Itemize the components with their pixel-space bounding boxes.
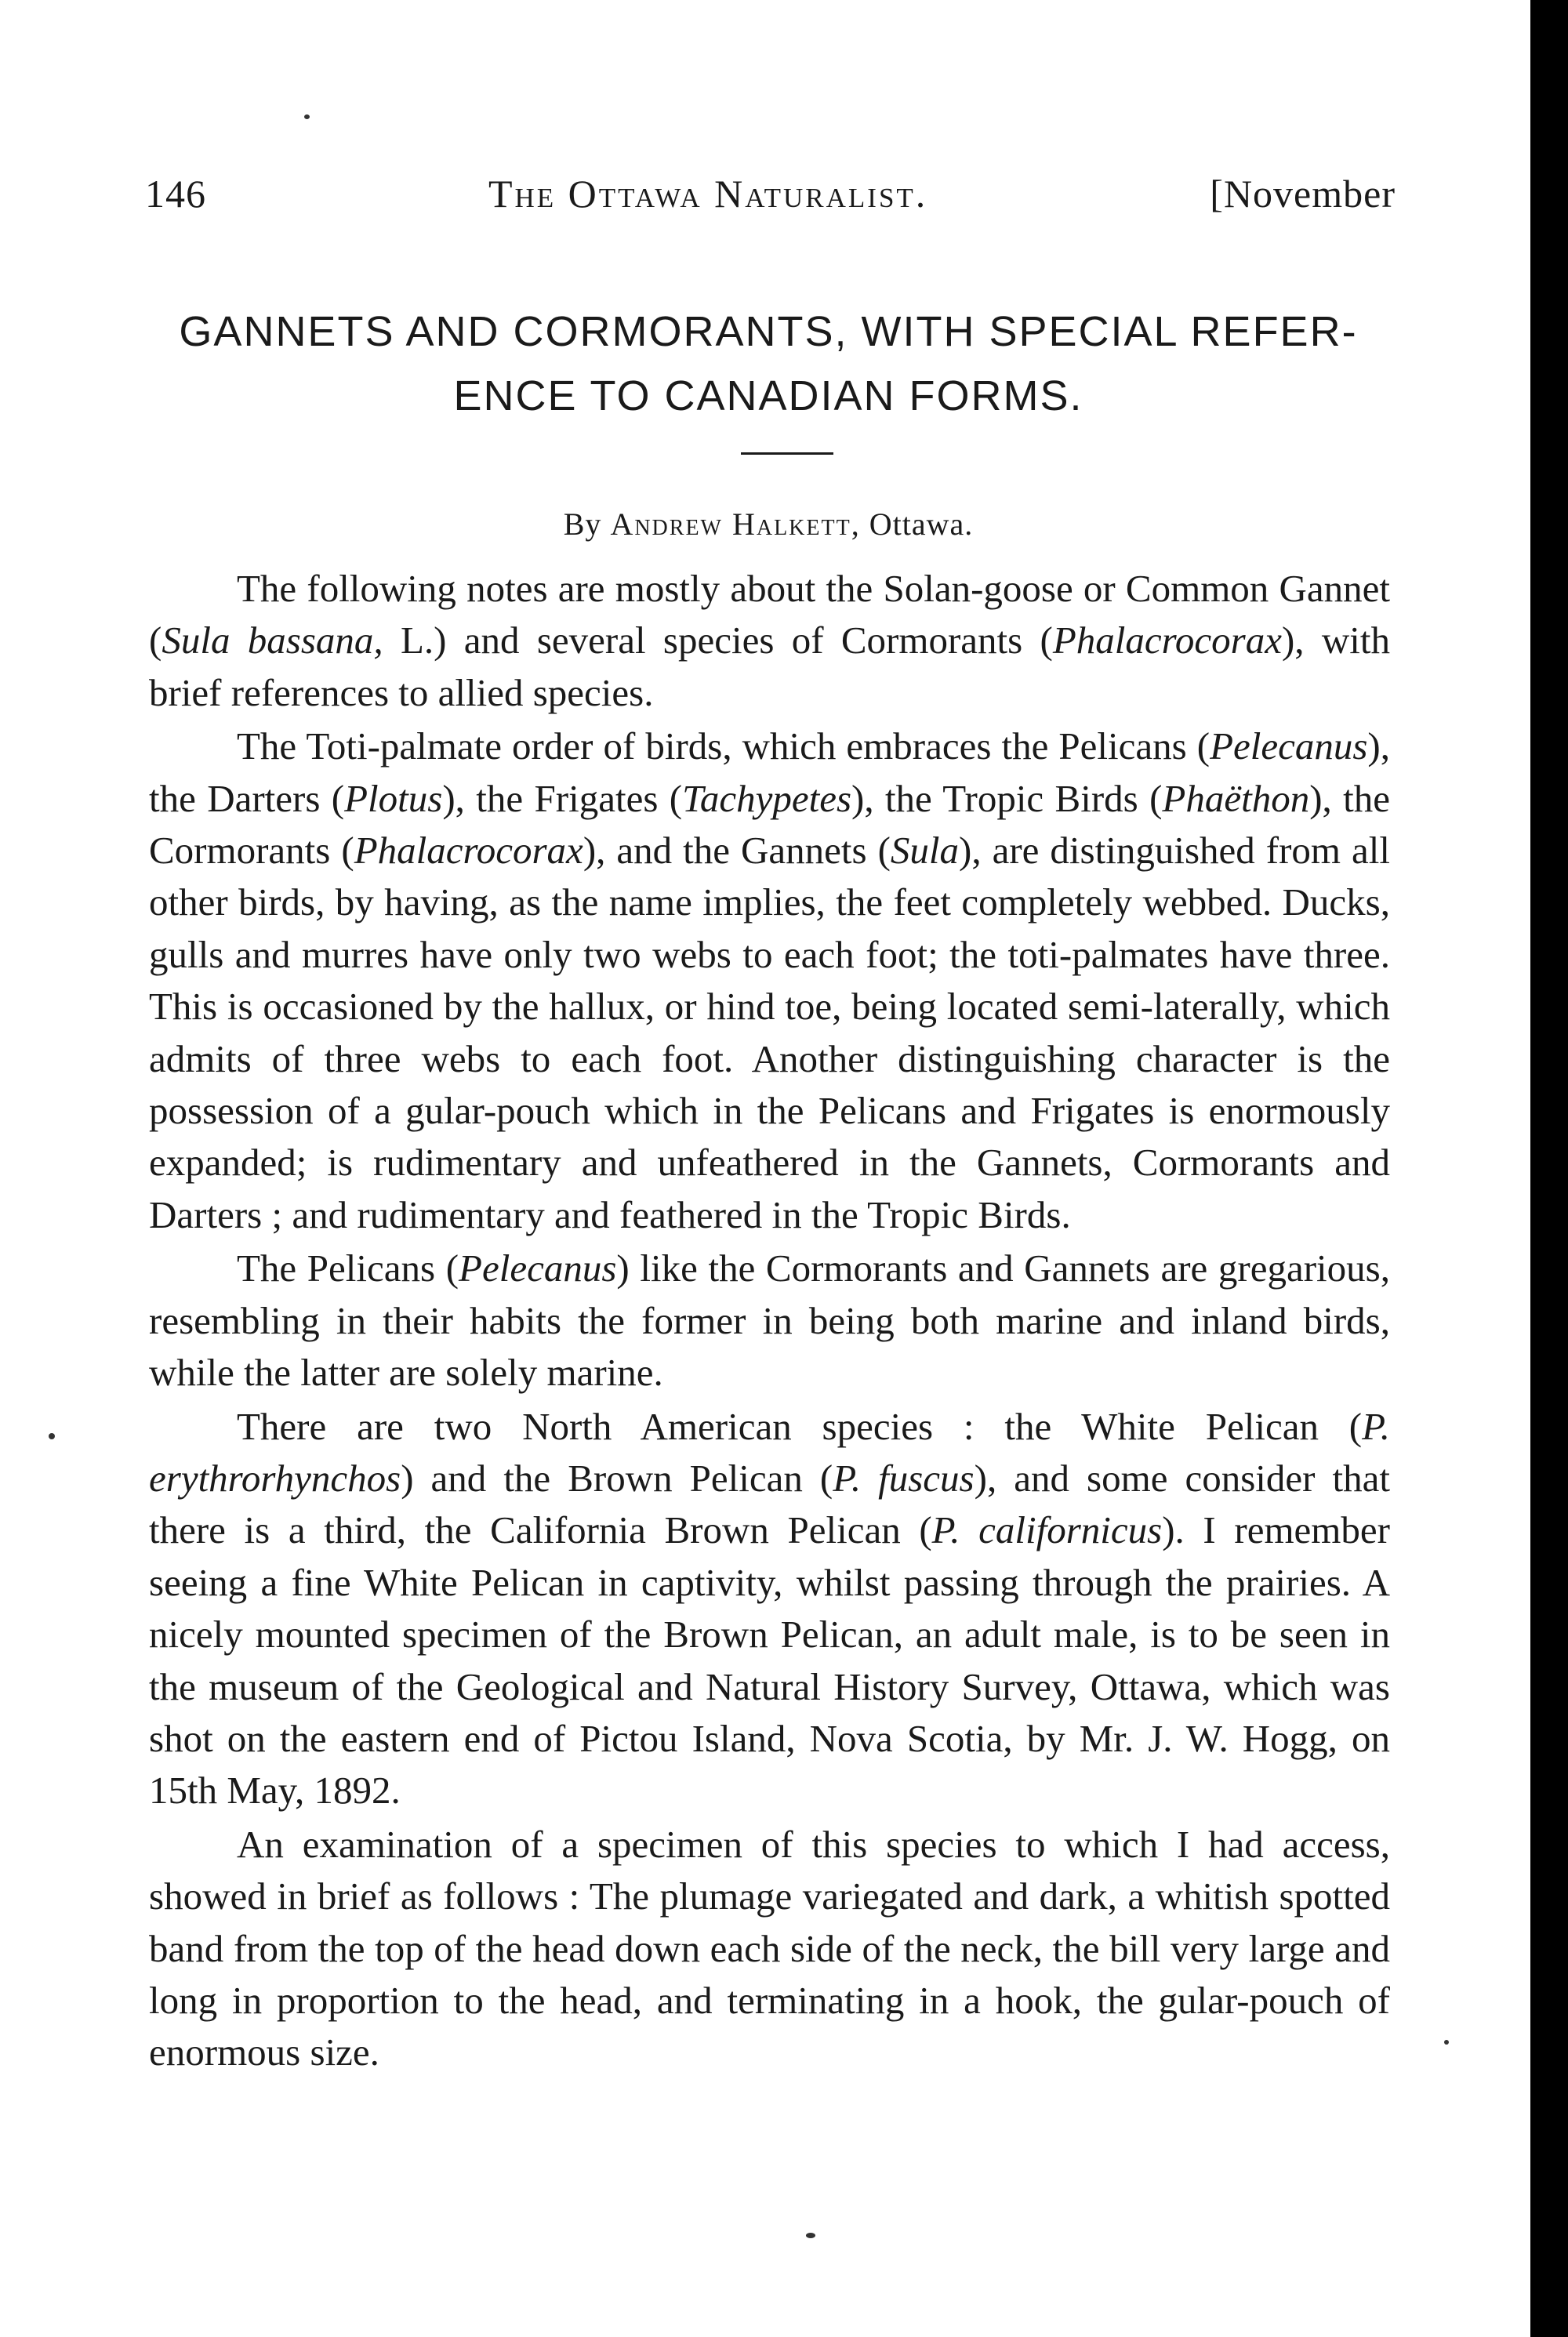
author-name: Andrew Halkett, <box>610 506 861 542</box>
paragraph <box>149 1243 1390 1399</box>
text-run: ), with brief references to allied species. <box>149 619 1390 714</box>
paragraph <box>149 1819 1390 2079</box>
italic-run: P. fuscus <box>833 1456 975 1500</box>
running-head <box>145 171 1396 216</box>
scan-speck <box>1444 2040 1449 2045</box>
text-run: ) like the Cormorants and Gannets are gregarious, resembling in their habits the former in being both marine and inland birds, while the latter are solely marine. <box>149 1247 1390 1395</box>
article-title <box>145 299 1392 428</box>
paragraph <box>149 1401 1390 1817</box>
text-run: ), the Darters ( <box>149 724 1390 820</box>
author-location: Ottawa. <box>869 506 974 542</box>
text-run: ), the Tropic Birds ( <box>851 776 1163 820</box>
scan-speck <box>806 2233 815 2238</box>
byline-prefix: By <box>563 506 602 542</box>
article-title-line-1: GANNETS AND CORMORANTS, WITH SPECIAL REFER- <box>179 308 1358 355</box>
italic-run: Plotus <box>344 776 443 820</box>
article-body <box>149 563 1390 2081</box>
paragraph <box>149 563 1390 719</box>
italic-run: Tachypetes <box>682 776 852 820</box>
italic-run: Phalacrocorax <box>354 829 583 873</box>
text-run: ). I remember seeing a fine White Pelican in captivity, whilst passing through the prairies. A nicely mounted specimen of the Brown Pelican, an adult male, is to be seen in the museum of the Geological and Natural History Survey, Ottawa, which was shot on the eastern end of Pictou Island, Nova Scotia, by Mr. J. W. Hogg, on 15th May, 1892. <box>149 1508 1390 1813</box>
scan-speck <box>49 1433 55 1439</box>
italic-run: Pelecanus <box>459 1247 617 1290</box>
text-run: ) and the Brown Pelican ( <box>401 1456 833 1500</box>
italic-run: Phaëthon <box>1162 776 1310 820</box>
italic-run: Pelecanus <box>1210 724 1368 768</box>
text-run: ), and some consider that there is a third, the California Brown Pelican ( <box>149 1456 1390 1552</box>
text-run: The following notes are mostly about the Solan-goose or Common Gannet ( <box>149 567 1390 662</box>
paragraph <box>149 720 1390 1241</box>
italic-run: Sula bassana, <box>162 619 383 662</box>
issue-month: [November <box>1210 172 1396 216</box>
article-title-line-2: ENCE TO CANADIAN FORMS. <box>453 372 1083 419</box>
italic-run: P. erythrorhynchos <box>149 1404 1390 1500</box>
journal-title: The Ottawa Naturalist. <box>488 172 928 216</box>
text-run: L.) and several species of Cormorants ( <box>383 619 1053 662</box>
page-number: 146 <box>145 172 206 216</box>
italic-run: Phalacrocorax <box>1052 619 1282 662</box>
text-run: ), the Cormorants ( <box>149 776 1391 873</box>
text-run: ), are distinguished from all other birds, by having, as the name implies, the feet completely webbed. Ducks, gulls and murres have only two webs to each foot; the toti-palmates have three. This is occasioned by the hallux, or hind toe, being located semi-laterally, which admits of three webs to each foot. Another distinguishing character is the possession of a gular-pouch which in the Pelicans and Frigates is enormously expanded; is rudimentary and unfeathered in the Gannets, Cormorants and Darters ; and rudimentary and feathered in the Tropic Birds. <box>149 829 1390 1236</box>
scan-speck <box>304 114 310 119</box>
byline <box>145 506 1392 543</box>
text-run: ), and the Gannets ( <box>583 829 891 873</box>
text-run: The Toti-palmate order of birds, which embraces the Pelicans ( <box>237 724 1210 768</box>
text-run: ), the Frigates ( <box>442 776 683 820</box>
text-run: There are two North American species : the White Pelican ( <box>237 1404 1363 1448</box>
italic-run: P. californicus <box>931 1508 1163 1552</box>
italic-run: Sula <box>890 829 960 873</box>
scan-edge-shadow <box>1530 0 1568 2337</box>
title-rule <box>741 452 833 455</box>
text-run: The Pelicans ( <box>237 1247 459 1290</box>
text-run: An examination of a specimen of this species to which I had access, showed in brief as follows : The plumage variegated and dark, a whitish spotted band from the top of the head down each side of the neck, the bill very large and long in proportion to the head, and terminating in a hook, the gular-pouch of enormous size. <box>149 1822 1390 2074</box>
